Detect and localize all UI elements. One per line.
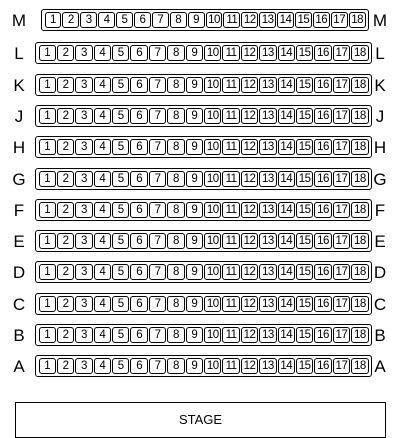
- seat[interactable]: 6: [130, 108, 147, 124]
- seat[interactable]: 3: [75, 358, 92, 374]
- seat[interactable]: 8: [170, 12, 187, 28]
- seat[interactable]: 1: [39, 327, 56, 343]
- seat[interactable]: 9: [186, 327, 203, 343]
- seat[interactable]: 12: [241, 327, 258, 343]
- seat[interactable]: 14: [278, 77, 295, 93]
- row-label-right: D: [373, 263, 387, 282]
- row-block: [35, 74, 372, 96]
- seat[interactable]: 18: [351, 233, 368, 249]
- seat[interactable]: 11: [222, 296, 239, 312]
- seat[interactable]: 1: [39, 171, 56, 187]
- seat[interactable]: 17: [333, 327, 350, 343]
- seat[interactable]: 7: [149, 108, 166, 124]
- seat-row: [0, 355, 400, 379]
- row-block: [35, 199, 372, 221]
- row-label-left: H: [12, 138, 26, 157]
- seat[interactable]: 11: [222, 108, 239, 124]
- seat[interactable]: 1: [45, 12, 62, 28]
- seat[interactable]: 4: [94, 264, 111, 280]
- seat[interactable]: 7: [149, 296, 166, 312]
- seat[interactable]: 3: [75, 202, 92, 218]
- seat[interactable]: 13: [259, 77, 276, 93]
- seat[interactable]: 14: [278, 202, 295, 218]
- seat[interactable]: 17: [333, 139, 350, 155]
- seat[interactable]: 12: [241, 45, 258, 61]
- seat[interactable]: 18: [351, 358, 368, 374]
- row-block: [35, 261, 372, 283]
- row-label-left: M: [11, 11, 27, 30]
- seat[interactable]: 3: [75, 139, 92, 155]
- seat[interactable]: 9: [186, 108, 203, 124]
- seat[interactable]: 18: [351, 139, 368, 155]
- seat[interactable]: 3: [75, 108, 92, 124]
- seat[interactable]: 11: [222, 171, 239, 187]
- seat-row: [0, 168, 400, 192]
- seat[interactable]: 9: [186, 202, 203, 218]
- seat[interactable]: 7: [149, 264, 166, 280]
- seat[interactable]: 4: [94, 358, 111, 374]
- seat[interactable]: 10: [204, 108, 221, 124]
- seat[interactable]: 8: [167, 139, 184, 155]
- seat[interactable]: 6: [134, 12, 151, 28]
- seat[interactable]: 7: [149, 139, 166, 155]
- seat[interactable]: 15: [296, 171, 313, 187]
- seat[interactable]: 10: [204, 327, 221, 343]
- seat[interactable]: 7: [149, 358, 166, 374]
- seat[interactable]: 9: [186, 171, 203, 187]
- seat[interactable]: 17: [333, 108, 350, 124]
- row-label-left: G: [12, 170, 26, 189]
- seat[interactable]: 13: [259, 171, 276, 187]
- seat[interactable]: 13: [259, 12, 276, 28]
- seat[interactable]: 12: [241, 77, 258, 93]
- seat[interactable]: 4: [94, 202, 111, 218]
- seat[interactable]: 13: [259, 296, 276, 312]
- seat[interactable]: 16: [313, 12, 330, 28]
- seat[interactable]: 4: [94, 327, 111, 343]
- seat[interactable]: 3: [80, 12, 97, 28]
- seat[interactable]: 10: [204, 202, 221, 218]
- seat[interactable]: 11: [222, 264, 239, 280]
- seat[interactable]: 12: [241, 358, 258, 374]
- seat[interactable]: 3: [75, 45, 92, 61]
- seat-row: [0, 261, 400, 285]
- seat[interactable]: 14: [278, 327, 295, 343]
- seat[interactable]: 1: [39, 45, 56, 61]
- seat[interactable]: 7: [152, 12, 169, 28]
- seat[interactable]: 5: [112, 296, 129, 312]
- seat[interactable]: 16: [314, 139, 331, 155]
- row-label-right: K: [374, 76, 386, 95]
- seat-row: [0, 324, 400, 348]
- seat[interactable]: 4: [94, 108, 111, 124]
- row-label-left: B: [13, 326, 25, 345]
- row-block: [35, 136, 372, 158]
- seat[interactable]: 2: [62, 12, 79, 28]
- seat[interactable]: 10: [204, 77, 221, 93]
- seat[interactable]: 10: [204, 296, 221, 312]
- row-label-right: H: [373, 138, 387, 157]
- seat[interactable]: 5: [112, 202, 129, 218]
- seat[interactable]: 8: [167, 77, 184, 93]
- row-label-left: D: [12, 263, 26, 282]
- seat[interactable]: 10: [204, 233, 221, 249]
- seat[interactable]: 5: [112, 233, 129, 249]
- seat[interactable]: 12: [241, 264, 258, 280]
- seat[interactable]: 8: [167, 296, 184, 312]
- seat[interactable]: 15: [296, 358, 313, 374]
- seat[interactable]: 4: [94, 45, 111, 61]
- row-block: [35, 105, 372, 127]
- seat[interactable]: 18: [351, 296, 368, 312]
- seat[interactable]: 12: [241, 12, 258, 28]
- seat[interactable]: 11: [223, 12, 240, 28]
- seat[interactable]: 12: [241, 108, 258, 124]
- seat[interactable]: 5: [112, 108, 129, 124]
- seat[interactable]: 5: [112, 358, 129, 374]
- seat[interactable]: 10: [204, 139, 221, 155]
- seat[interactable]: 8: [167, 327, 184, 343]
- seat[interactable]: 16: [314, 108, 331, 124]
- seat[interactable]: 9: [186, 358, 203, 374]
- seat[interactable]: 14: [278, 139, 295, 155]
- row-label-right: B: [374, 326, 386, 345]
- seat[interactable]: 9: [186, 264, 203, 280]
- seat[interactable]: 14: [278, 264, 295, 280]
- seat[interactable]: 11: [222, 139, 239, 155]
- seat[interactable]: 11: [222, 202, 239, 218]
- seat[interactable]: 7: [149, 327, 166, 343]
- seat[interactable]: 15: [295, 12, 312, 28]
- seat[interactable]: 14: [278, 108, 295, 124]
- row-label-left: J: [14, 107, 24, 126]
- seat[interactable]: 17: [333, 233, 350, 249]
- seat[interactable]: 12: [241, 233, 258, 249]
- seat[interactable]: 13: [259, 233, 276, 249]
- seat[interactable]: 1: [39, 264, 56, 280]
- row-block: [35, 355, 372, 377]
- seat[interactable]: 18: [351, 202, 368, 218]
- seat-row: [0, 9, 400, 33]
- seat-row: [0, 293, 400, 317]
- seat[interactable]: 18: [351, 264, 368, 280]
- seat[interactable]: 15: [296, 327, 313, 343]
- seat[interactable]: 17: [333, 296, 350, 312]
- seat[interactable]: 4: [94, 77, 111, 93]
- seat[interactable]: 6: [130, 139, 147, 155]
- seat[interactable]: 2: [57, 45, 74, 61]
- seat[interactable]: 16: [314, 45, 331, 61]
- seat[interactable]: 1: [39, 202, 56, 218]
- seat[interactable]: 18: [351, 171, 368, 187]
- seat[interactable]: 6: [130, 264, 147, 280]
- seat[interactable]: 3: [75, 171, 92, 187]
- seat[interactable]: 2: [57, 171, 74, 187]
- seat[interactable]: 18: [349, 12, 366, 28]
- seat[interactable]: 6: [130, 233, 147, 249]
- row-label-left: K: [13, 76, 25, 95]
- row-label-right: J: [375, 107, 385, 126]
- row-label-right: A: [374, 357, 386, 376]
- row-block: [35, 324, 372, 346]
- seat[interactable]: 13: [259, 264, 276, 280]
- seat[interactable]: 5: [112, 171, 129, 187]
- seat[interactable]: 14: [278, 45, 295, 61]
- seat[interactable]: 15: [296, 296, 313, 312]
- row-label-right: F: [374, 201, 386, 220]
- row-label-left: C: [12, 295, 26, 314]
- seat[interactable]: 3: [75, 264, 92, 280]
- seat[interactable]: 2: [57, 139, 74, 155]
- stage: STAGE: [15, 402, 386, 438]
- seat[interactable]: 16: [314, 327, 331, 343]
- seat[interactable]: 7: [149, 77, 166, 93]
- seat[interactable]: 9: [186, 233, 203, 249]
- seat[interactable]: 11: [222, 233, 239, 249]
- seat[interactable]: 11: [222, 358, 239, 374]
- seat[interactable]: 17: [333, 77, 350, 93]
- seat[interactable]: 5: [112, 77, 129, 93]
- seat[interactable]: 10: [204, 264, 221, 280]
- seat[interactable]: 17: [331, 12, 348, 28]
- row-label-left: A: [13, 357, 25, 376]
- seat[interactable]: 17: [333, 171, 350, 187]
- seat[interactable]: 13: [259, 108, 276, 124]
- seat[interactable]: 18: [351, 108, 368, 124]
- row-label-right: L: [375, 44, 385, 63]
- seat[interactable]: 15: [296, 202, 313, 218]
- seat[interactable]: 13: [259, 327, 276, 343]
- seat[interactable]: 1: [39, 233, 56, 249]
- seat[interactable]: 8: [167, 45, 184, 61]
- seat[interactable]: 3: [75, 296, 92, 312]
- seat-row: [0, 42, 400, 66]
- seat-row: [0, 105, 400, 129]
- seat[interactable]: 7: [149, 233, 166, 249]
- seat[interactable]: 16: [314, 233, 331, 249]
- seat[interactable]: 16: [314, 202, 331, 218]
- seat[interactable]: 17: [333, 45, 350, 61]
- seat[interactable]: 8: [167, 108, 184, 124]
- seat[interactable]: 4: [94, 139, 111, 155]
- seat[interactable]: 12: [241, 171, 258, 187]
- seat[interactable]: 8: [167, 358, 184, 374]
- seat[interactable]: 6: [130, 296, 147, 312]
- seat[interactable]: 13: [259, 358, 276, 374]
- seat[interactable]: 12: [241, 296, 258, 312]
- seat[interactable]: 6: [130, 358, 147, 374]
- seat[interactable]: 13: [259, 139, 276, 155]
- seat[interactable]: 1: [39, 77, 56, 93]
- row-block: [35, 230, 372, 252]
- seat[interactable]: 16: [314, 77, 331, 93]
- seat[interactable]: 2: [57, 108, 74, 124]
- seat[interactable]: 14: [278, 233, 295, 249]
- row-block: [35, 168, 372, 190]
- row-block: [35, 293, 372, 315]
- seat[interactable]: 10: [204, 171, 221, 187]
- seat[interactable]: 15: [296, 264, 313, 280]
- seat[interactable]: 9: [186, 45, 203, 61]
- seat-row: [0, 74, 400, 98]
- seat[interactable]: 5: [116, 12, 133, 28]
- seat[interactable]: 4: [94, 233, 111, 249]
- seat[interactable]: 17: [333, 202, 350, 218]
- seat[interactable]: 2: [57, 327, 74, 343]
- row-label-left: E: [13, 232, 25, 251]
- seat[interactable]: 15: [296, 139, 313, 155]
- seat[interactable]: 15: [296, 77, 313, 93]
- seat[interactable]: 6: [130, 171, 147, 187]
- seat[interactable]: 15: [296, 233, 313, 249]
- seat[interactable]: 17: [333, 358, 350, 374]
- seat[interactable]: 10: [206, 12, 223, 28]
- seat[interactable]: 12: [241, 202, 258, 218]
- seat[interactable]: 7: [149, 171, 166, 187]
- seat[interactable]: 18: [351, 327, 368, 343]
- seat[interactable]: 16: [314, 358, 331, 374]
- seat[interactable]: 15: [296, 108, 313, 124]
- seat[interactable]: 1: [39, 108, 56, 124]
- seat[interactable]: 18: [351, 77, 368, 93]
- seat[interactable]: 7: [149, 202, 166, 218]
- row-label-left: L: [14, 44, 24, 63]
- seat[interactable]: 12: [241, 139, 258, 155]
- seat[interactable]: 9: [186, 139, 203, 155]
- seat[interactable]: 8: [167, 264, 184, 280]
- row-label-left: F: [13, 201, 25, 220]
- seat[interactable]: 14: [278, 296, 295, 312]
- seat[interactable]: 3: [75, 77, 92, 93]
- seat[interactable]: 14: [278, 171, 295, 187]
- seat[interactable]: 2: [57, 233, 74, 249]
- seat[interactable]: 9: [186, 296, 203, 312]
- seat[interactable]: 8: [167, 202, 184, 218]
- seat[interactable]: 2: [57, 77, 74, 93]
- seat[interactable]: 13: [259, 202, 276, 218]
- seat[interactable]: 5: [112, 264, 129, 280]
- seat[interactable]: 2: [57, 296, 74, 312]
- seat[interactable]: 5: [112, 45, 129, 61]
- seat[interactable]: 6: [130, 45, 147, 61]
- row-block: [41, 9, 369, 31]
- seat[interactable]: 11: [222, 77, 239, 93]
- seat[interactable]: 8: [167, 171, 184, 187]
- seat[interactable]: 9: [188, 12, 205, 28]
- seat-row: [0, 230, 400, 254]
- seat[interactable]: 16: [314, 264, 331, 280]
- row-label-right: C: [373, 295, 387, 314]
- seat-row: [0, 136, 400, 160]
- seat[interactable]: 7: [149, 45, 166, 61]
- seat[interactable]: 3: [75, 327, 92, 343]
- seat[interactable]: 10: [204, 358, 221, 374]
- seat[interactable]: 5: [112, 139, 129, 155]
- seat[interactable]: 2: [57, 358, 74, 374]
- seat[interactable]: 16: [314, 171, 331, 187]
- row-block: [35, 42, 372, 64]
- seat[interactable]: 16: [314, 296, 331, 312]
- seat[interactable]: 14: [278, 358, 295, 374]
- seat[interactable]: 1: [39, 296, 56, 312]
- seat[interactable]: 17: [333, 264, 350, 280]
- seat[interactable]: 8: [167, 233, 184, 249]
- seat[interactable]: 14: [277, 12, 294, 28]
- seat[interactable]: 13: [259, 45, 276, 61]
- row-label-right: E: [374, 232, 386, 251]
- seat[interactable]: 9: [186, 77, 203, 93]
- seat[interactable]: 1: [39, 358, 56, 374]
- seat[interactable]: 1: [39, 139, 56, 155]
- seat[interactable]: 6: [130, 202, 147, 218]
- seat[interactable]: 2: [57, 264, 74, 280]
- row-label-right: M: [372, 11, 388, 30]
- seat[interactable]: 18: [351, 45, 368, 61]
- seat[interactable]: 11: [222, 45, 239, 61]
- seat[interactable]: 6: [130, 77, 147, 93]
- seat[interactable]: 4: [94, 171, 111, 187]
- row-label-right: G: [373, 170, 387, 189]
- seat[interactable]: 15: [296, 45, 313, 61]
- seat[interactable]: 4: [94, 296, 111, 312]
- seat[interactable]: 10: [204, 45, 221, 61]
- seat[interactable]: 5: [112, 327, 129, 343]
- seat[interactable]: 2: [57, 202, 74, 218]
- seat[interactable]: 3: [75, 233, 92, 249]
- seat[interactable]: 4: [98, 12, 115, 28]
- seat-row: [0, 199, 400, 223]
- seat[interactable]: 6: [130, 327, 147, 343]
- seat[interactable]: 11: [222, 327, 239, 343]
